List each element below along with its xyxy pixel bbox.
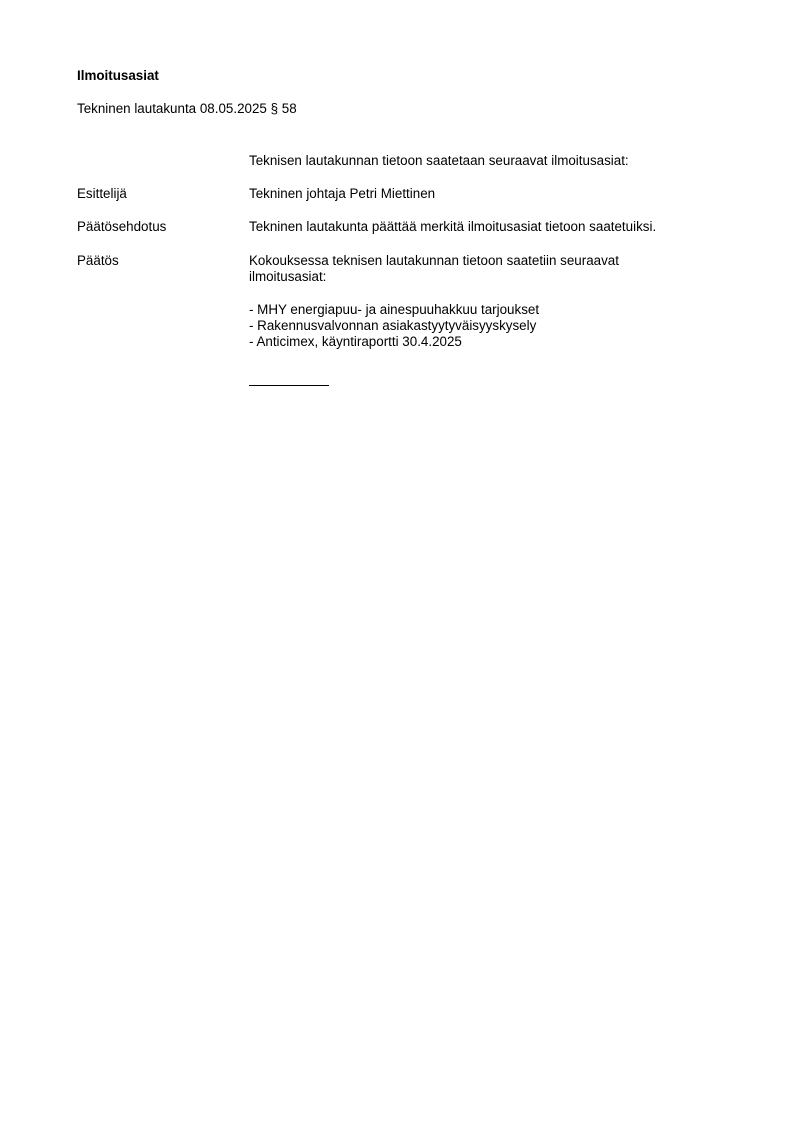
- decision-content: [249, 253, 709, 350]
- decision-item: - Rakennusvalvonnan asiakastyytyväisyyskysely: [249, 318, 537, 333]
- intro-text: Teknisen lautakunnan tietoon saatetaan seuraavat ilmoitusasiat:: [249, 153, 629, 168]
- decision-item: - Anticimex, käyntiraportti 30.4.2025: [249, 334, 462, 349]
- decision-item: - MHY energiapuu- ja ainespuuhakkuu tarjoukset: [249, 302, 540, 317]
- decision-label: Päätös: [77, 253, 119, 268]
- meeting-reference: Tekninen lautakunta 08.05.2025 § 58: [77, 101, 297, 116]
- document-title: Ilmoitusasiat: [77, 68, 159, 83]
- decision-items: [249, 302, 709, 350]
- presenter-value: Tekninen johtaja Petri Miettinen: [249, 186, 436, 201]
- presenter-label: Esittelijä: [77, 186, 127, 201]
- decision-text-line1: Kokouksessa teknisen lautakunnan tietoon saatetiin seuraavat: [249, 253, 619, 268]
- signature-rule: [249, 385, 329, 386]
- proposal-value: Tekninen lautakunta päättää merkitä ilmoitusasiat tietoon saatetuiksi.: [249, 219, 657, 234]
- decision-text-line2: ilmoitusasiat:: [249, 269, 327, 284]
- proposal-label: Päätösehdotus: [77, 219, 167, 234]
